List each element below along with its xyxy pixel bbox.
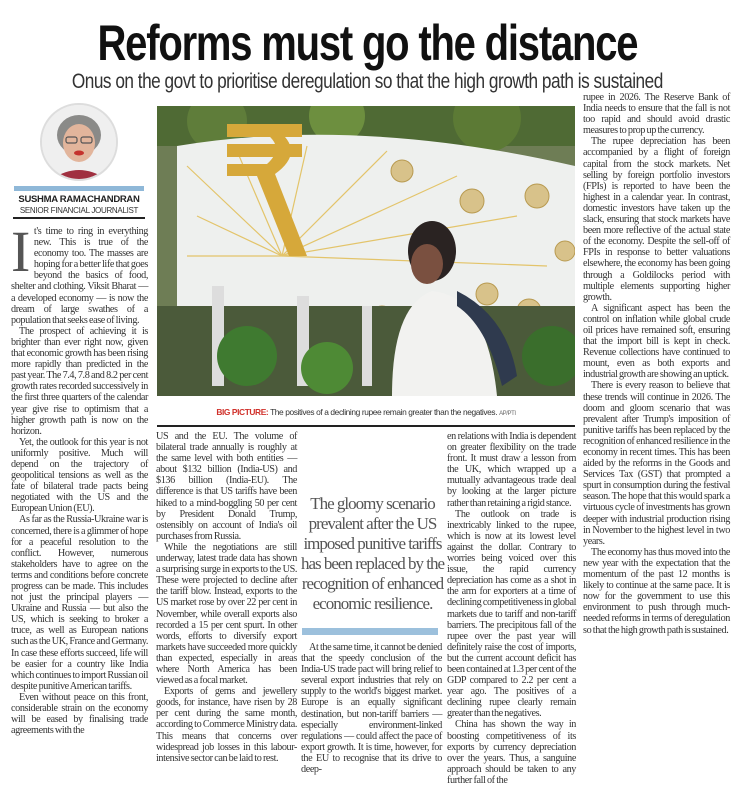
paragraph: Even without peace on this front, considerable strain on the economy will be eased by finalising trade agreements with the (11, 691, 148, 737)
paragraph: The economy has thus moved into the new year with the expectation that the momentum of the past 12 months is likely to continue at the same pace. It is now for the government to use this environment to push through much-needed reforms in terms of deregulation so that the high growth path is sustained. (583, 546, 730, 636)
paragraph: t's time to ring in everything new. This is true of the economy too. The masses are hoping for a better life that goes beyond the basics of food, shelter and clothing. Viksit Bharat — a developed economy — is now the dream of large swathes of a population that seeks ease of living. (11, 226, 148, 326)
subheadline (0, 70, 735, 94)
paragraph: The rupee depreciation has been accompanied by a flight of foreign capital from the stock markets. Net selling by foreign portfolio investors (FPIs) is reported to have been the highest in a calendar year. In contrast, domestic investors have taken up the slack, ensuring that stock markets have been more reflective of the actual state of the economy. Despite the sell-off of FPIs in response to better valuations elsewhere, the economy has been going through a Goldilocks period with multiple elements supporting higher growth. (583, 136, 730, 303)
paragraph: The prospect of achieving it is brighter than ever right now, given that economic growth has been rising more rapidly than predicted in the past year. The 7.4, 7.8 and 8.2 per cent growth rates recorded successively in the first three quarters of the calendar year give rise to optimism that a higher growth path is now on the horizon. (11, 325, 148, 437)
divider (13, 217, 145, 219)
paragraph: Exports of gems and jewellery goods, for instance, have risen by 28 per cent during the same month, according to Commerce Ministry data. This means that concerns over widespread job losses in this labour-intensive sector can be laid to rest. (156, 686, 297, 764)
paragraph: There is every reason to believe that these trends will continue in 2026. The doom and gloom scenario that was prevalent after Trump's imposition of punitive tariffs has been replaced by the recognition of enhanced resilience in the economy in recent times. This has been aided by the reforms in the Goods and Services Tax (GST) that prompted a spurt in consumption during the festival season. The hope that this would spark a virtuous cycle of investments has grown deeper with industrial production rising in November to the highest level in two years. (583, 380, 730, 547)
headline (0, 14, 735, 72)
author-avatar (40, 103, 118, 181)
article-column-1 (11, 219, 148, 737)
article-column-2 (156, 431, 297, 764)
author-title: SENIOR FINANCIAL JOURNALIST (19, 206, 139, 215)
divider (157, 425, 575, 427)
subheadline-text: Onus on the govt to prioritise deregulation so that the high growth path is sustained (72, 70, 663, 93)
paragraph: A significant aspect has been the control on inflation while global crude oil prices have remained soft, ensuring that the import bill is kept in check. Revenue collections have continued to mount, even as both exports and industrial growth are showing an uptick. (583, 302, 730, 381)
author-name: SUSHMA RAMACHANDRAN (18, 194, 140, 205)
paragraph: en relations with India is dependent on greater flexibility on the trade front. It must draw a lesson from the UK, which wrapped up a mutually advantageous trade deal by looking at the larger picture rather than retaining a rigid stance. (447, 431, 576, 509)
author-accent-bar (14, 186, 144, 191)
article-column-5 (583, 92, 730, 636)
caption-text: The positives of a declining rupee remain greater than the negatives. (270, 407, 498, 417)
headline-text: Reforms must go the distance (97, 15, 638, 71)
photo-caption (157, 407, 575, 417)
article-column-4 (447, 431, 576, 786)
pull-quote-accent-bar (302, 628, 438, 635)
pull-quote: The gloomy scenario prevalent after the US imposed punitive tariffs has been replaced by the recognition of enhanced economic resilience. (300, 494, 445, 613)
paragraph: As far as the Russia-Ukraine war is concerned, there is a glimmer of hope for a peaceful resolution to the conflict. However, numerous stakeholders have to agree on the terms and conditions before concrete progress can be made. This includes not just the principal players — Ukraine and Russia — but also the US, which is seeking to broker a truce, as well as European nations such as the UK, France and Germany. In case these efforts succeed, life will be easier for a country like India which continues to import Russian oil despite punitive American tariffs. (11, 514, 148, 692)
caption-label: BIG PICTURE: (216, 407, 269, 417)
article-column-3 (301, 642, 442, 775)
article-photo (157, 106, 575, 396)
photo-credit: AP/PTI (499, 411, 516, 417)
paragraph: The outlook on trade is inextricably linked to the rupee, which is now at its lowest level against the dollar. Contrary to worries being voiced over this issue, the rapid currency depreciation has come as a shot in the arm for exporters at a time of declining competitiveness in global markets due to tariff and non-tariff barriers. The precipitous fall of the rupee over the past year will definitely raise the cost of imports, but the current account deficit has been contained at 1.3 per cent of the GDP compared to 2.2 per cent a year ago. The positives of a declining rupee clearly remain greater than the negatives. (447, 508, 576, 720)
paragraph: While the negotiations are still underway, latest trade data has shown a surprising surge in exports to the US. These were projected to decline after the tariff blow. Instead, exports to the US market rose by over 22 per cent in November, while overall exports also recorded a 15 per cent spurt. In other words, efforts to diversify export markets have succeeded more quickly than expected, especially in areas where North America has been viewed as a focal market. (156, 541, 297, 687)
paragraph: Yet, the outlook for this year is not uniformly positive. Much will depend on the trajectory of geopolitical tensions as well as the fate of bilateral trade pacts being negotiated with the US and the European Union (EU). (11, 436, 148, 515)
paragraph: US and the EU. The volume of bilateral trade annually is roughly at the same level with both entities — about $132 billion (India-US) and $136 billion (India-EU). The difference is that US tariffs have been hiked to a mind-boggling 50 per cent by President Donald Trump, ostensibly on account of India's oil purchases from Russia. (156, 431, 297, 542)
drop-cap: I (11, 219, 30, 284)
paragraph: rupee in 2026. The Reserve Bank of India needs to ensure that the fall is not too rapid and should avoid drastic measures to prop up the currency. (583, 92, 730, 137)
paragraph: At the same time, it cannot be denied that the speedy conclusion of the India-US trade pact will bring relief to several export industries that rely on supply to the world's biggest market. Europe is an equally significant destination, but non-tariff barriers — especially environment-linked regulations — could affect the pace of export growth. It is time, however, for the EU to recognise that its drive to deep- (301, 642, 442, 776)
paragraph: China has shown the way in boosting competitiveness of its exports by currency depreciation over the years. Thus, a sanguine approach should be taken to any further fall of the (447, 719, 576, 786)
